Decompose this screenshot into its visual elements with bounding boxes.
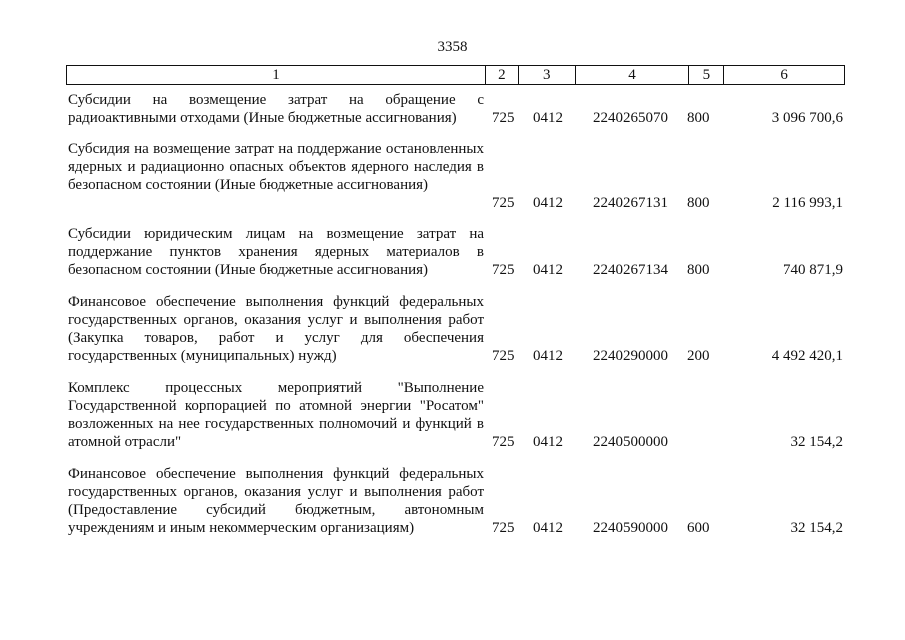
- row-admin-code: 725: [492, 434, 515, 450]
- header-col-2: 2: [486, 66, 519, 84]
- row-section-code: 0412: [533, 195, 563, 211]
- row-description: Финансовое обеспечение выполнения функций федеральных государственных органов, оказания услуг и выполнения работ (Закупка товаров, работ и услуг для обеспечения государственных (муниципальных) нужд): [68, 294, 484, 364]
- row-description: Субсидии юридическим лицам на возмещение затрат на поддержание пунктов хранения ядерных материалов в безопасном состоянии (Иные бюджетные ассигнования): [68, 226, 484, 278]
- row-description: Комплекс процессных мероприятий "Выполнение Государственной корпорацией по атомной энергии "Росатом" возложенных на нее государственных полномочий и функций в атомной отрасли": [68, 380, 484, 450]
- row-expense-type: 800: [687, 262, 710, 278]
- row-target-code: 2240267134: [593, 262, 668, 278]
- row-admin-code: 725: [492, 195, 515, 211]
- row-target-code: 2240500000: [593, 434, 668, 450]
- row-target-code: 2240590000: [593, 520, 668, 536]
- header-col-1: 1: [67, 66, 486, 84]
- header-col-6: 6: [780, 67, 788, 83]
- table-row: [66, 465, 845, 537]
- table-row: [66, 379, 845, 451]
- row-target-code: 2240290000: [593, 348, 668, 364]
- row-amount: 740 871,9: [783, 262, 843, 278]
- row-section-code: 0412: [533, 520, 563, 536]
- row-amount: 32 154,2: [790, 434, 843, 450]
- row-amount: 3 096 700,6: [771, 110, 843, 126]
- row-admin-code: 725: [492, 520, 515, 536]
- row-section-code: 0412: [533, 262, 563, 278]
- row-description: Субсидия на возмещение затрат на поддержание остановленных ядерных и радиационно опасных объектов ядерного наследия в безопасном состоянии (Иные бюджетные ассигнования): [68, 141, 484, 193]
- table-row: [66, 91, 845, 127]
- row-admin-code: 725: [492, 110, 515, 126]
- table-header: [66, 65, 845, 85]
- row-description: Субсидии на возмещение затрат на обращение с радиоактивными отходами (Иные бюджетные ассигнования): [68, 92, 484, 126]
- header-col-5: 5: [689, 66, 724, 84]
- row-expense-type: 800: [687, 110, 710, 126]
- table-row: [66, 225, 845, 279]
- row-section-code: 0412: [533, 434, 563, 450]
- row-expense-type: 800: [687, 195, 710, 211]
- row-admin-code: 725: [492, 262, 515, 278]
- row-section-code: 0412: [533, 348, 563, 364]
- table-row: [66, 140, 845, 212]
- row-target-code: 2240267131: [593, 195, 668, 211]
- row-admin-code: 725: [492, 348, 515, 364]
- row-expense-type: 200: [687, 348, 710, 364]
- header-col-3: 3: [519, 66, 576, 84]
- row-expense-type: 600: [687, 520, 710, 536]
- page-number: 3358: [437, 39, 468, 55]
- row-target-code: 2240265070: [593, 110, 668, 126]
- row-amount: 4 492 420,1: [771, 348, 843, 364]
- row-amount: 2 116 993,1: [772, 195, 843, 211]
- row-amount: 32 154,2: [790, 520, 843, 536]
- row-description: Финансовое обеспечение выполнения функций федеральных государственных органов, оказания услуг и выполнения работ (Предоставление субсидий бюджетным, автономным учреждениям и иным некоммерческим организациям): [68, 466, 484, 536]
- row-section-code: 0412: [533, 110, 563, 126]
- table-row: [66, 293, 845, 365]
- header-col-4: 4: [576, 66, 690, 84]
